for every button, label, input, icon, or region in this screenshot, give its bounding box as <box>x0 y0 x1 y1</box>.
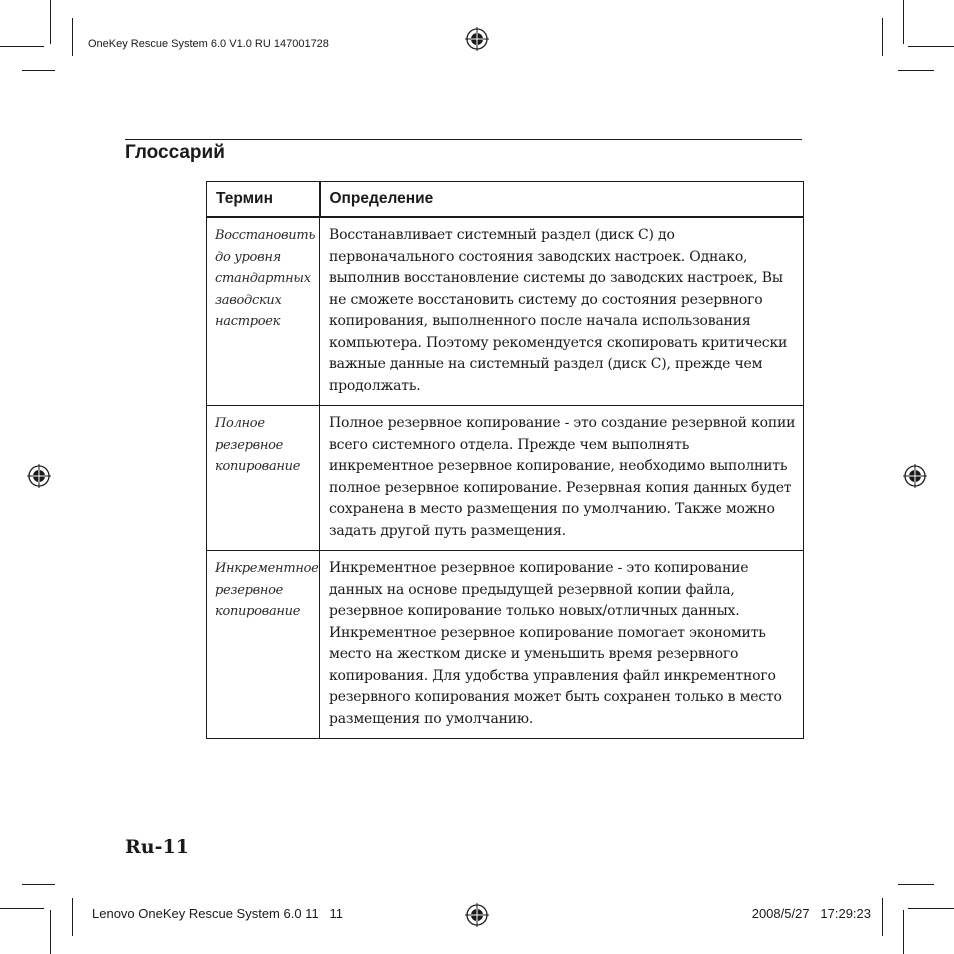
page-title: Глоссарий <box>125 142 225 163</box>
registration-mark-icon <box>903 464 927 488</box>
definition-cell: Инкрементное резервное копирование - это копирование данных на основе предыдущей резервной копии файла, резервное копирование только новых/отличных данных. Инкрементное резервное копирование помогает экономить место на жестком диске и уменьшить время резервного копирования. Для удобства управления файл инкрементного резервного копирования может быть сохранен только в место размещения по умолчанию. <box>320 551 804 739</box>
definition-cell: Восстанавливает системный раздел (диск C) до первоначального состояния заводских настроек. Однако, выполнив восстановление системы до заводских настроек, Вы не сможете восстановить систему до состояния резервного копирования, выполненного после начала использования компьютера. Поэтому рекомендуется скопировать критически важные данные на системный раздел (диск C), прежде чем продолжать. <box>320 217 804 406</box>
crop-mark <box>72 18 73 56</box>
crop-mark <box>0 908 44 909</box>
table-row <box>207 551 804 739</box>
crop-mark <box>50 0 51 44</box>
glossary-table <box>206 181 804 739</box>
crop-mark <box>22 70 55 71</box>
registration-mark-icon <box>465 27 489 51</box>
print-footer-left: Lenovo OneKey Rescue System 6.0 11 11 <box>92 906 343 921</box>
crop-mark <box>50 910 51 954</box>
page-number: Ru-11 <box>125 836 189 858</box>
crop-mark <box>898 70 934 71</box>
crop-mark <box>882 898 883 936</box>
crop-mark <box>908 46 954 47</box>
print-footer-right: 2008/5/27 17:29:23 <box>751 906 871 921</box>
crop-mark <box>882 18 883 56</box>
print-header: OneKey Rescue System 6.0 V1.0 RU 147001728 <box>88 38 329 50</box>
crop-mark <box>0 46 44 47</box>
crop-mark <box>72 898 73 936</box>
crop-mark <box>22 884 55 885</box>
crop-mark <box>908 908 954 909</box>
table-row <box>207 217 804 406</box>
term-cell: Инкрементное резервное копирование <box>207 551 320 739</box>
column-header-term: Термин <box>207 182 320 218</box>
title-rule <box>125 139 802 140</box>
term-cell: Полное резервное копирование <box>207 406 320 551</box>
term-cell: Восстановить до уровня стандартных заводских настроек <box>207 217 320 406</box>
crop-mark <box>898 884 934 885</box>
crop-mark <box>903 910 904 954</box>
table-row <box>207 406 804 551</box>
registration-mark-icon <box>27 464 51 488</box>
registration-mark-icon <box>465 903 489 927</box>
definition-cell: Полное резервное копирование - это создание резервной копии всего системного отдела. Прежде чем выполнять инкрементное резервное копирование, необходимо выполнить полное резервное копирование. Резервная копия данных будет сохранена в место размещения по умолчанию. Также можно задать другой путь размещения. <box>320 406 804 551</box>
column-header-definition: Определение <box>320 182 804 218</box>
crop-mark <box>903 0 904 44</box>
table-header-row <box>207 182 804 218</box>
